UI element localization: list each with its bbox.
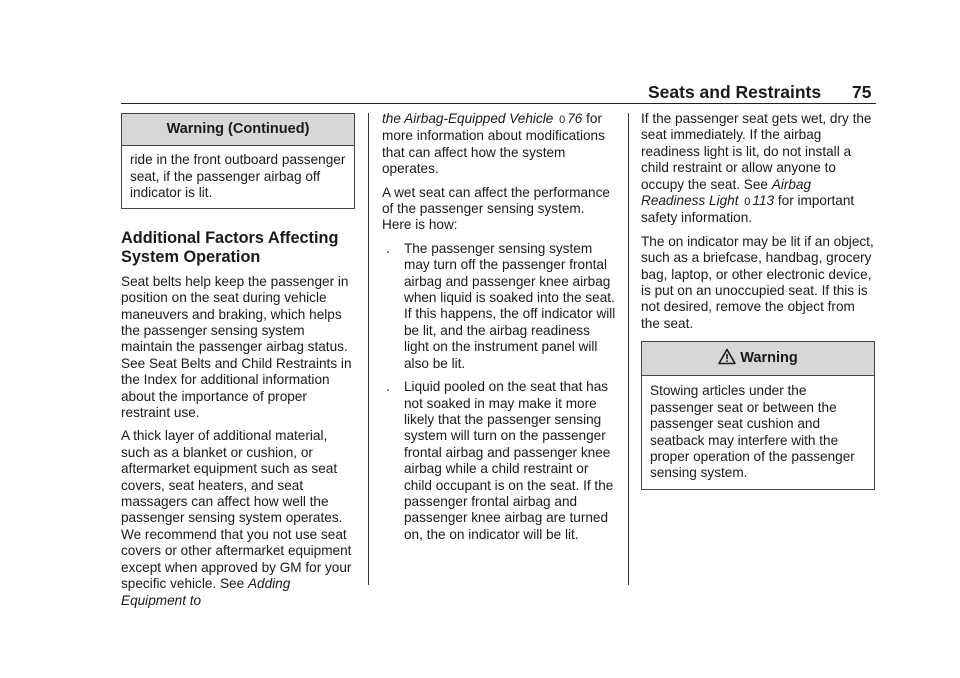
column-3	[641, 111, 875, 490]
warning-triangle-icon	[718, 345, 736, 378]
header-rule	[121, 103, 876, 104]
cross-ref-link[interactable]: Adding Equipment to	[121, 576, 291, 608]
column-1	[121, 113, 355, 616]
index-ref-seat-belts[interactable]: Seat Belts	[148, 355, 211, 371]
paragraph: The on indicator may be lit if an object, such as a briefcase, handbag, grocery bag, laptop, or other electronic device, is put on an unoccupied seat. If this is not desired, remove the object from the seat.	[641, 233, 874, 331]
section-heading: Additional Factors Affecting System Operation	[121, 228, 339, 267]
paragraph: If the passenger seat gets wet, dry the seat immediately. If the airbag readiness light is lit, do not install a child restraint or allow anyone to occupy the seat. See Airbag Readiness Light 0 113 for important safety information.	[641, 111, 872, 226]
warning-title: Warning	[740, 350, 798, 367]
warning-continued-title: Warning (Continued)	[122, 114, 354, 146]
cross-ref-link[interactable]: Airbag Readiness Light	[641, 176, 812, 209]
paragraph: the Airbag-Equipped Vehicle 0 76 for more information about modifications that can affect how the system operates.	[382, 111, 605, 177]
bullet-icon: .	[386, 240, 390, 256]
bullet-item: . The passenger sensing system may turn off the passenger frontal airbag and passenger knee airbag when liquid is soaked into the seat. If this happens, the off indicator will be lit, and the airbag readiness light on the instrument panel will also be lit.	[382, 241, 616, 372]
page-ref[interactable]: 76	[567, 111, 583, 126]
column-divider	[628, 113, 629, 585]
bullet-icon: .	[386, 379, 390, 395]
warning-title-bar	[642, 342, 874, 376]
warning-box	[641, 341, 875, 489]
warning-body: Stowing articles under the passenger seat or between the passenger seat cushion and seatback may interfere with the proper operation of the passenger sensing system.	[650, 383, 855, 481]
paragraph: A wet seat can affect the performance of the passenger sensing system. Here is how:	[382, 184, 610, 233]
section-title: Seats and Restraints	[648, 82, 822, 102]
paragraph: A thick layer of additional material, such as a blanket or cushion, or aftermarket equipment such as seat covers, seat heaters, and seat massagers can affect how well the passenger sensing system operates. We recommend that you not use seat covers or other aftermarket equipment except when approved by GM for your specific vehicle. See Adding Equipment to	[121, 428, 352, 608]
bullet-item: . Liquid pooled on the seat that has not soaked in may make it more likely that the passenger sensing system will turn on the passenger frontal airbag and passenger knee airbag while a child restraint or child occupant is on the seat. If the passenger frontal airbag and passenger knee airbag are turned on, the on indicator will be lit.	[382, 379, 616, 543]
column-2	[382, 111, 616, 550]
column-divider	[368, 113, 369, 585]
page-ref[interactable]: 113	[752, 193, 775, 209]
warning-continued-body: ride in the front outboard passenger seat, if the passenger airbag off indicator is lit.	[130, 152, 346, 201]
index-ref-child-restraints[interactable]: Child Restraints	[241, 355, 338, 371]
page-number: 75	[852, 82, 872, 102]
paragraph: Seat belts help keep the passenger in position on the seat during vehicle maneuvers and braking, which helps the passenger sensing system maintain the passenger airbag status. See Seat Belts and Child Restraints in the Index for additional information about the importance of proper restraint use.	[121, 273, 352, 421]
warning-continued-box	[121, 113, 355, 209]
page-ref-arrow-icon: 0	[559, 114, 566, 126]
cross-ref-link[interactable]: the Airbag-Equipped Vehicle	[382, 111, 554, 126]
page-ref-arrow-icon: 0	[744, 196, 751, 209]
